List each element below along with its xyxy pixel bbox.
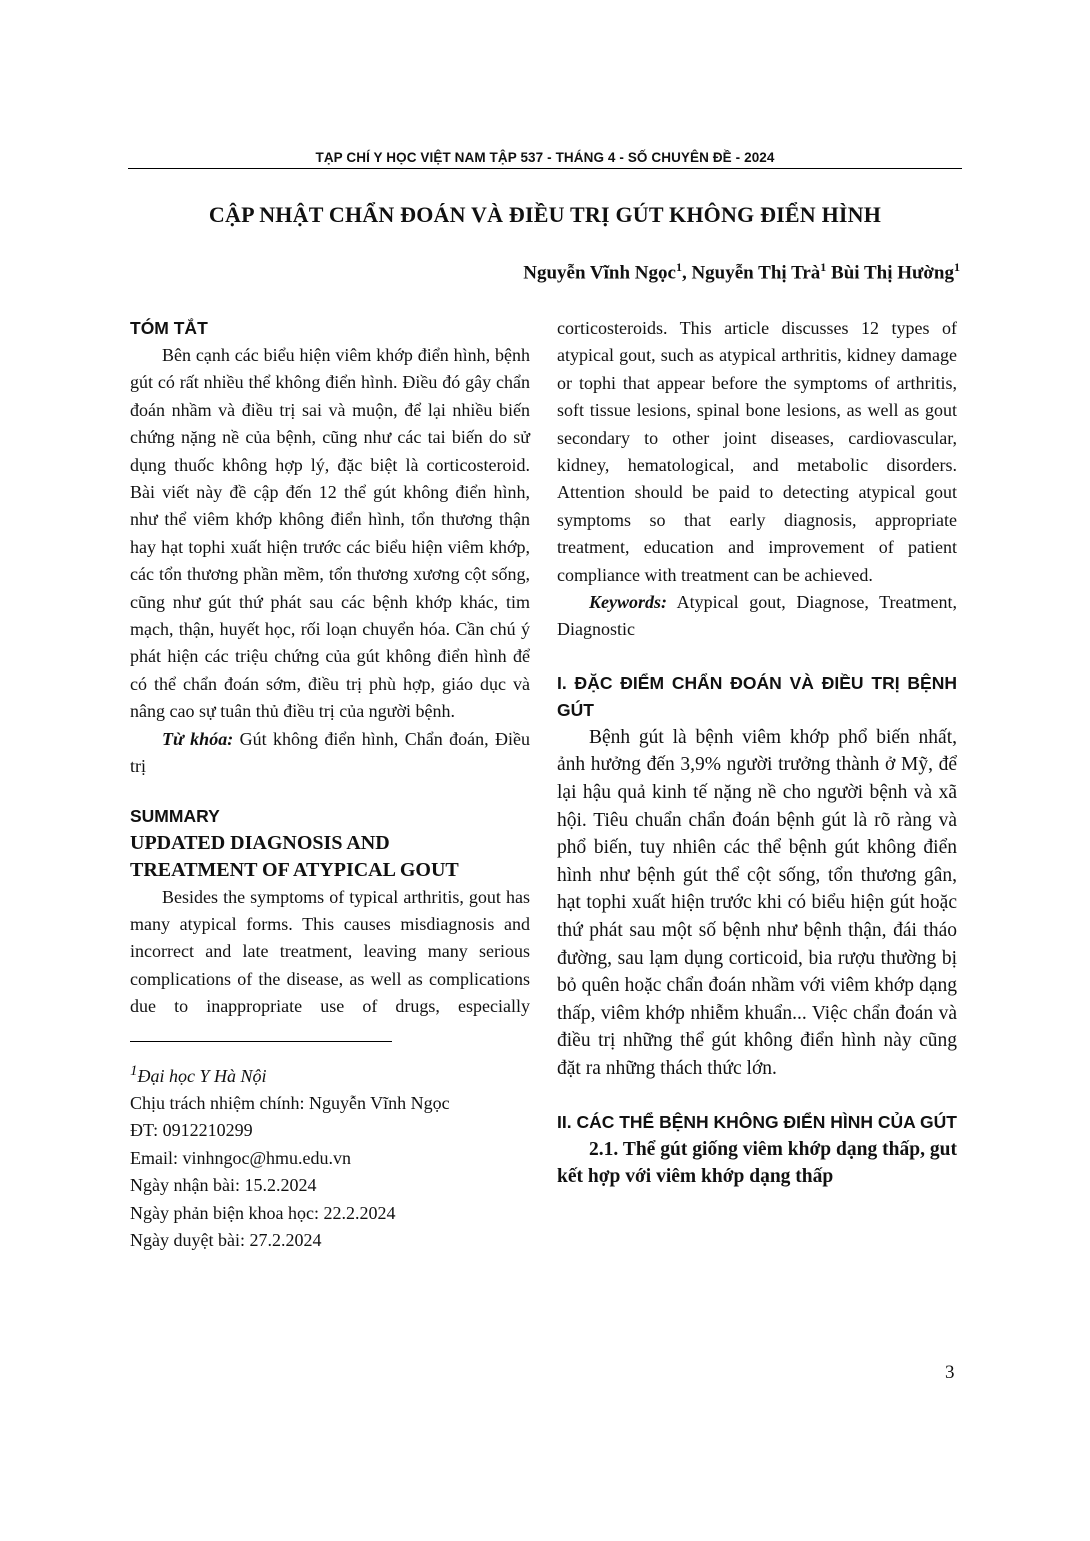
author-list (523, 260, 960, 284)
affiliation-text: Đại học Y Hà Nội (137, 1065, 267, 1086)
footnote (130, 1058, 530, 1255)
author-separator: , (681, 262, 692, 284)
author-name: Bùi Thị Hường (831, 262, 954, 284)
running-header: TẠP CHÍ Y HỌC VIỆT NAM TẬP 537 - THÁNG 4 - SỐ CHUYÊN ĐỀ - 2024 (315, 150, 775, 165)
author-name: Nguyễn Thị Trà (691, 262, 821, 284)
phone: ĐT: 0912210299 (130, 1120, 253, 1141)
author-name: Nguyễn Vĩnh Ngọc (523, 262, 676, 284)
review-date: Ngày phản biện khoa học: 22.2.2024 (130, 1202, 396, 1223)
affiliation (130, 1058, 530, 1090)
summary-body-left: Besides the symptoms of typical arthritis, gout has many atypical forms. This causes misdiagnosis and incorrect and late treatment, leaving many serious complications of the disease, as well as complications due to inappropriate use of drugs, especially (130, 886, 530, 1017)
keywords-en (557, 589, 957, 644)
summary-title-line1: UPDATED DIAGNOSIS AND (130, 831, 390, 854)
received-date: Ngày nhận bài: 15.2.2024 (130, 1175, 317, 1196)
affiliation-mark: 1 (130, 1062, 138, 1079)
left-column (130, 315, 530, 1254)
summary-heading: SUMMARY (130, 805, 220, 826)
responsible-author: Chịu trách nhiệm chính: Nguyễn Vĩnh Ngọc (130, 1092, 450, 1113)
page-number: 3 (945, 1362, 955, 1383)
article-title: CẬP NHẬT CHẨN ĐOÁN VÀ ĐIỀU TRỊ GÚT KHÔNG ĐIỂN HÌNH (208, 202, 882, 227)
author-affil-mark: 1 (820, 260, 827, 274)
author-affil-mark: 1 (954, 260, 960, 274)
section2-heading: II. CÁC THỂ BỆNH KHÔNG ĐIỂN HÌNH CỦA GÚT (557, 1111, 957, 1132)
author-affil-mark: 1 (675, 260, 682, 274)
summary-body-right: corticosteroids. This article discusses 12 types of atypical gout, such as atypical arthritis, kidney damage or tophi that appear before the symptoms of arthritis, soft tissue lesions, spinal bone lesions, as well as gout secondary to other joint diseases, cardiovascular, kidney, hematological, and metabolic disorders. Attention should be paid to detecting atypical gout symptoms so that early diagnosis, appropriate treatment, education and improvement of patient compliance with treatment can be achieved. (557, 318, 957, 585)
summary-title-line2: TREATMENT OF ATYPICAL GOUT (130, 858, 459, 881)
keywords-vi-text: Gút không điển hình, Chẩn đoán, Điều trị (130, 728, 530, 777)
section1-body: Bệnh gút là bệnh viêm khớp phổ biến nhất, ảnh hưởng đến 3,9% người trưởng thành ở Mỹ, để lại hậu quả kinh tế nặng nề cho người bệnh và xã hội. Tiêu chuẩn chẩn đoán bệnh gút là rõ ràng và phổ biến, tuy nhiên các thể bệnh gút không điển hình như bệnh gút thể cột sống, tổn thương gân, hạt tophi xuất hiện trước khi có biểu hiện gút hoặc thứ phát sau một số bệnh như bệnh thận, đái tháo đường, sau lạm dụng corticoid, bia rượu thường bị bỏ quên hoặc chẩn đoán nhầm với viêm khớp dạng thấp, viêm khớp nhiễm khuẩn... Việc chẩn đoán và điều trị những thể gút không điển hình này cũng đặt ra những thách thức lớn. (557, 726, 957, 1079)
keywords-vi-label: Từ khóa: (162, 728, 234, 749)
keywords-vi (130, 726, 530, 781)
footnote-rule (130, 1041, 392, 1042)
section2-subheading: 2.1. Thể gút giống viêm khớp dạng thấp, gut kết hợp với viêm khớp dạng thấp (557, 1138, 957, 1188)
email: Email: vinhngoc@hmu.edu.vn (130, 1147, 352, 1168)
abstract-vi-heading: TÓM TẮT (130, 318, 208, 338)
right-column (557, 315, 957, 1191)
abstract-vi-body: Bên cạnh các biểu hiện viêm khớp điển hình, bệnh gút có rất nhiều thể không điển hình. Điều đó gây chẩn đoán nhầm và điều trị sai và muộn, để lại nhiều biến chứng nặng nề của bệnh, cũng như các tai biến do sử dụng thuốc không hợp lý, đặc biệt là corticosteroid. Bài viết này đề cập đến 12 thể gút không điển hình, như thể viêm khớp không điển hình, tổn thương thận hay hạt tophi xuất hiện trước các biểu hiện viêm khớp, các tổn thương phần mềm, tổn thương xương cột sống, cũng như gút thứ phát sau các bệnh khớp khác, tim mạch, thận, huyết học, rối loạn chuyển hóa. Cần chú ý phát hiện các triệu chứng của gút không điển hình để có thể chẩn đoán sớm, điều trị phù hợp, giáo dục và nâng cao sự tuân thủ điều trị của người bệnh. (130, 345, 530, 722)
accepted-date: Ngày duyệt bài: 27.2.2024 (130, 1229, 322, 1250)
keywords-en-label: Keywords: (589, 592, 667, 613)
section1-heading: I. ĐẶC ĐIỂM CHẨN ĐOÁN VÀ ĐIỀU TRỊ BỆNH GÚT (557, 672, 957, 720)
keywords-en-text: Atypical gout, Diagnose, Treatment, Diagnostic (557, 592, 957, 640)
header-rule (128, 168, 962, 169)
